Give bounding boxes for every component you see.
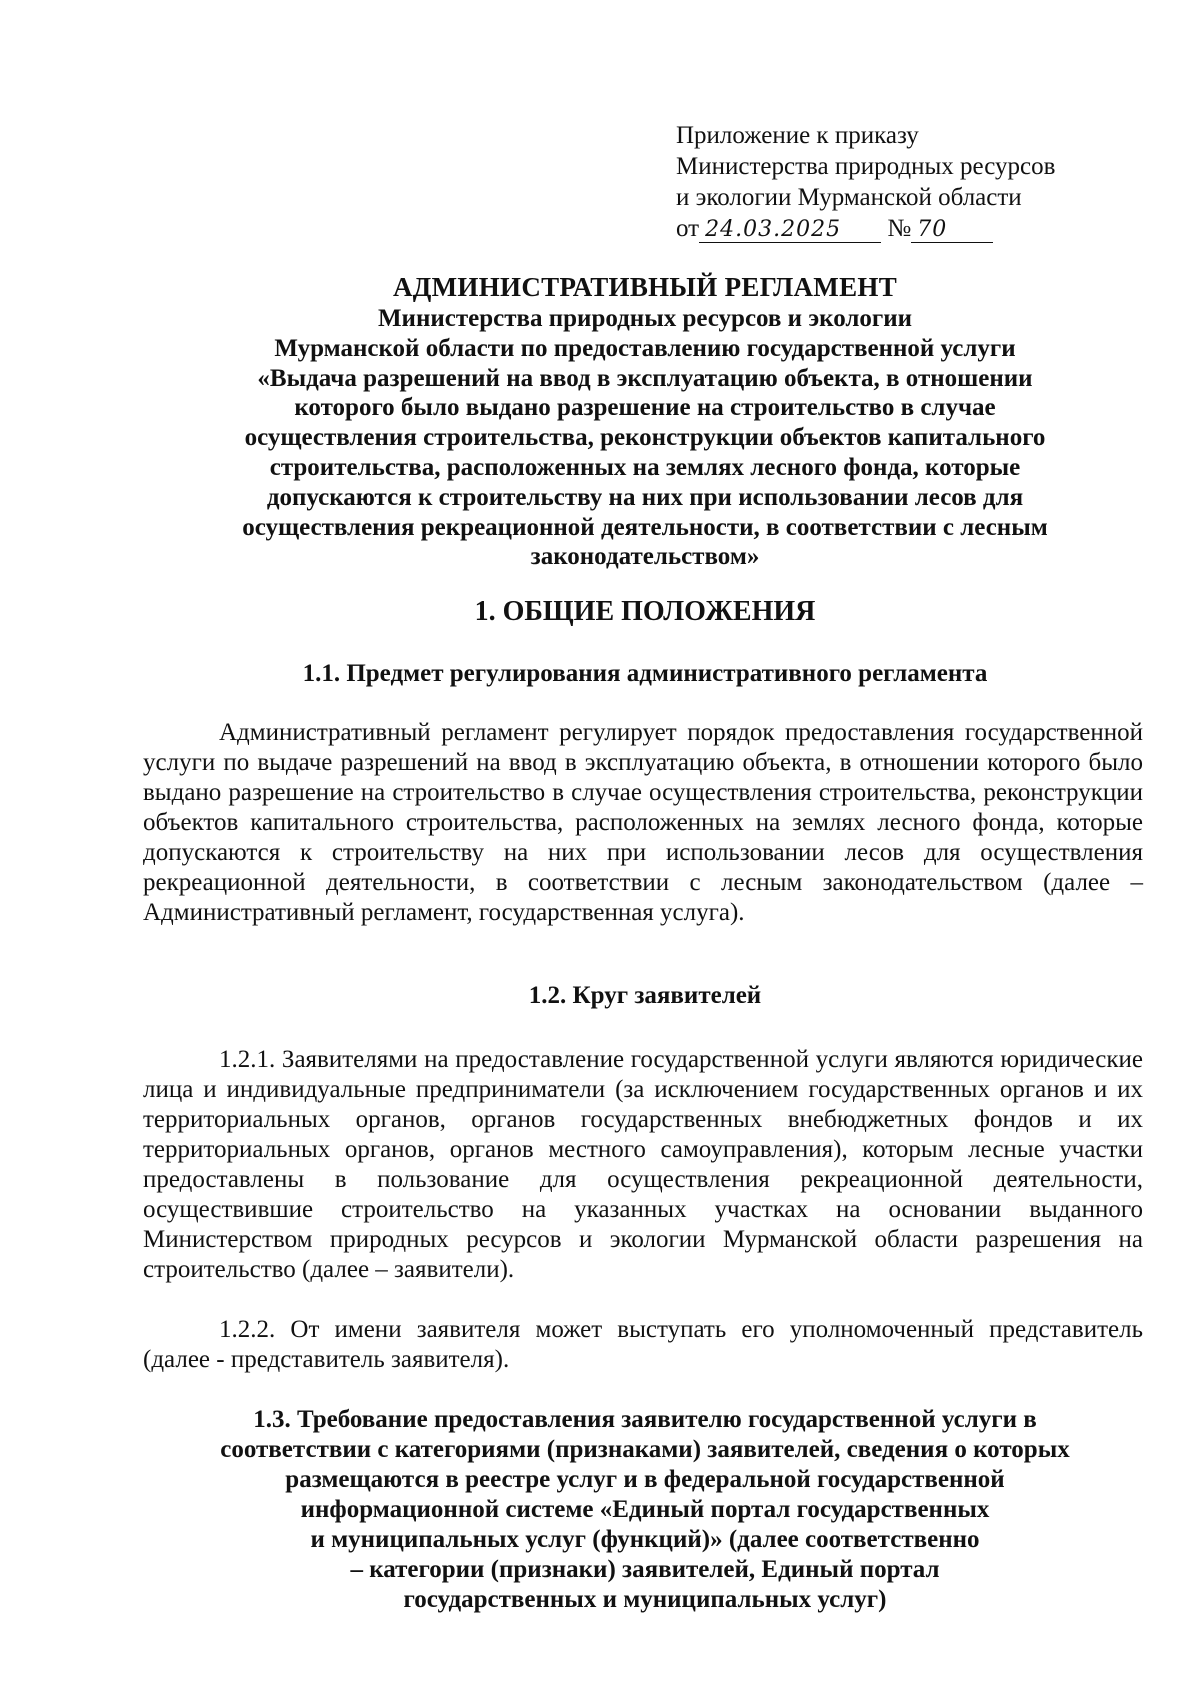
title-line: «Выдача разрешений на ввод в эксплуатацию объекта, в отношении [257, 364, 1033, 392]
appendix-line-3: и экологии Мурманской области [676, 184, 1022, 211]
section-1-3-line: 1.3. Требование предоставления заявителю государственной услуги в [253, 1406, 1037, 1433]
section-1-1-text: Административный регламент регулирует порядок предоставления государственной услуги по выдаче разрешений на ввод в эксплуатацию объекта, в отношении которого было выдано разрешение на строительство в случае осуществления строительства, реконструкции объектов капитального строительства, расположенных на землях лесного фонда, которые допускаются к строительству на них при использовании лесов для осуществления рекреационной деятельности, в соответствии с лесным законодательством (далее – Административный регламент, государственная услуга). [143, 719, 1143, 926]
title-line: строительства, расположенных на землях лесного фонда, которые [269, 453, 1021, 481]
section-1-3-line: и муниципальных услуг (функций)» (далее соответственно [310, 1526, 980, 1553]
section-1-3-line: государственных и муниципальных услуг) [403, 1586, 887, 1613]
section-1-3-line: соответствии с категориями (признаками) заявителей, сведения о которых [220, 1436, 1070, 1463]
section-1-1-heading: 1.1. Предмет регулирования административного регламента [302, 660, 988, 687]
appendix-date-number [676, 213, 1136, 244]
title-line: Мурманской области по предоставлению государственной услуги [274, 334, 1016, 362]
section-1-heading: 1. ОБЩИЕ ПОЛОЖЕНИЯ [474, 596, 816, 627]
section-1-3-heading [140, 1405, 1150, 1615]
handwritten-number: 70 [911, 218, 993, 243]
title-line: которого было выдано разрешение на строительство в случае [294, 394, 996, 422]
title-line: допускаются к строительству на них при использовании лесов для [266, 483, 1024, 511]
appendix-line-1: Приложение к приказу [676, 122, 919, 149]
title-line: законодательством» [530, 543, 760, 571]
number-prefix: № [887, 215, 912, 242]
section-1-3-line: информационной системе «Единый портал государственных [300, 1496, 990, 1523]
section-1-2-2-text: 1.2.2. От имени заявителя может выступать его уполномоченный представитель (далее - представитель заявителя). [143, 1316, 1143, 1373]
appendix-block [676, 120, 1136, 244]
handwritten-date: 24.03.2025 [699, 218, 881, 243]
section-1-2-1-text: 1.2.1. Заявителями на предоставление государственной услуги являются юридические лица и индивидуальные предприниматели (за исключением государственных органов и их территориальных органов, органов государственных внебюджетных фондов и их территориальных органов, органов местного самоуправления), которым лесные участки предоставлены в пользование для осуществления рекреационной деятельности, осуществившие строительство на указанных участках на основании выданного Министерством природных ресурсов и экологии Мурманской области разрешения на строительство (далее – заявители). [143, 1046, 1143, 1283]
title-line: Министерства природных ресурсов и экологии [377, 305, 913, 332]
appendix-line-2: Министерства природных ресурсов [676, 153, 1056, 180]
date-prefix: от [676, 215, 700, 242]
section-1-3-line: размещаются в реестре услуг и в федеральной государственной [285, 1466, 1005, 1493]
title-line: осуществления строительства, реконструкции объектов капитального [244, 424, 1046, 452]
title-main: АДМИНИСТРАТИВНЫЙ РЕГЛАМЕНТ [392, 272, 898, 302]
section-1-3-line: – категории (признаки) заявителей, Единый портал [350, 1556, 940, 1583]
document-title [150, 270, 1140, 572]
section-1-2-heading: 1.2. Круг заявителей [528, 982, 762, 1009]
title-line: осуществления рекреационной деятельности, в соответствии с лесным [242, 513, 1048, 541]
